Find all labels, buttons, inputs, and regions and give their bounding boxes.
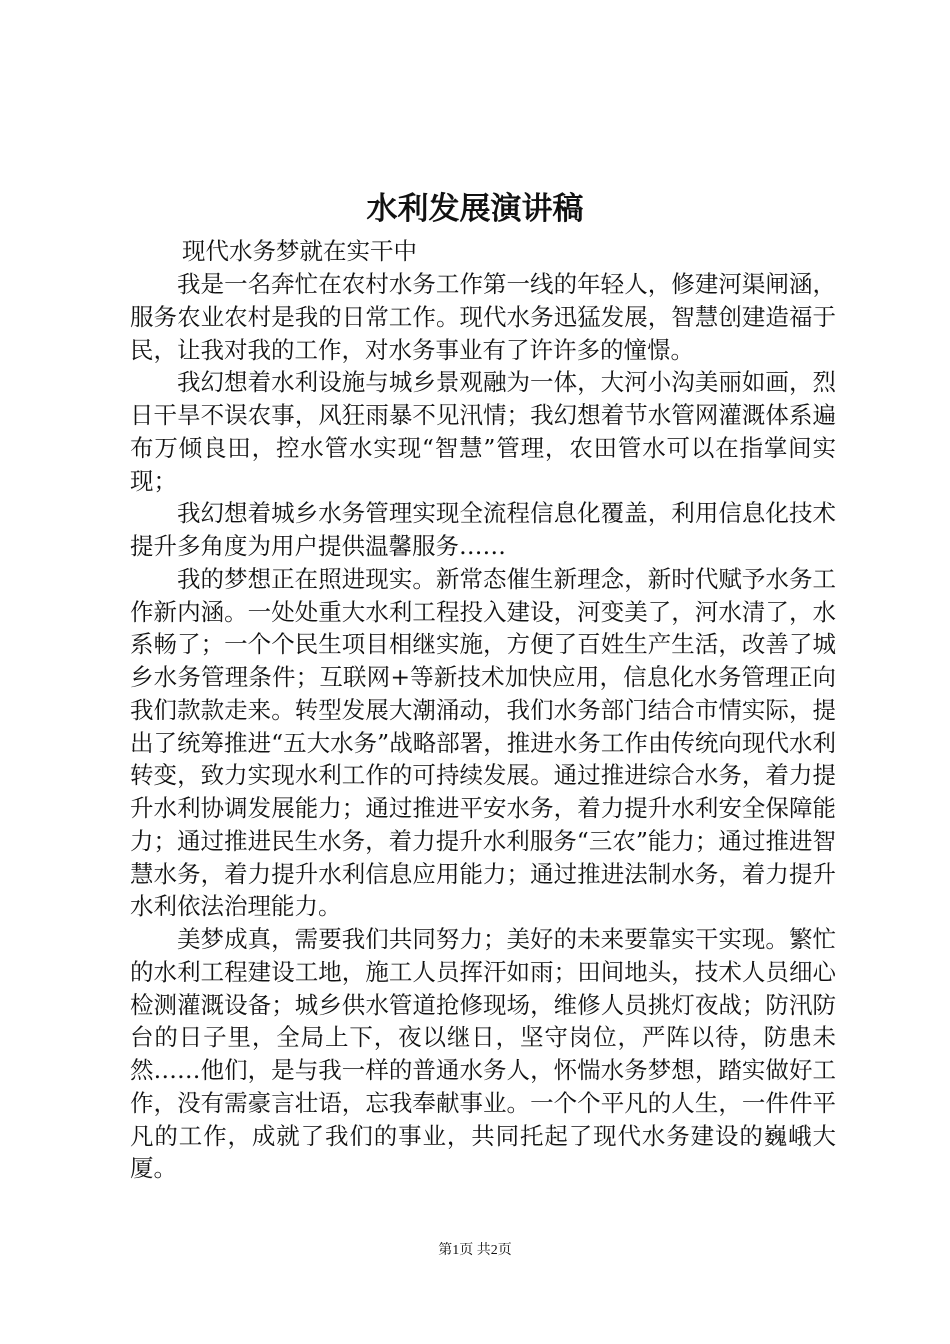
document-title: 水利发展演讲稿 <box>366 191 584 227</box>
paragraph: 我幻想着水利设施与城乡景观融为一体，大河小沟美丽如画，烈日干旱不误农事，风狂雨暴不见汛情；我幻想着节水管网灌溉体系遍布万倾良田，控水管水实现“智慧”管理，农田管水可以在指掌间实现； <box>130 368 836 495</box>
paragraph: 我的梦想正在照进现实。新常态催生新理念，新时代赋予水务工作新内涵。一处处重大水利工程投入建设，河变美了，河水清了，水系畅了；一个个民生项目相继实施，方便了百姓生产生活，改善了城乡水务管理条件；互联网+等新技术加快应用，信息化水务管理正向我们款款走来。转型发展大潮涌动，我们水务部门结合市情实际，提出了统筹推进“五大水务”战略部署，推进水务工作由传统向现代水利转变，致力实现水利工作的可持续发展。通过推进综合水务，着力提升水利协调发展能力；通过推进平安水务，着力提升水利安全保障能力；通过推进民生水务，着力提升水利服务“三农”能力；通过推进智慧水务，着力提升水利信息应用能力；通过推进法制水务，着力提升水利依法治理能力。 <box>130 564 836 921</box>
document-subtitle: 现代水务梦就在实干中 <box>182 237 417 265</box>
page-footer: 第1页 共2页 <box>438 1243 512 1258</box>
paragraph: 我幻想着城乡水务管理实现全流程信息化覆盖，利用信息化技术提升多角度为用户提供温馨服务…… <box>130 499 836 560</box>
document-body <box>130 268 836 1185</box>
paragraph: 美梦成真，需要我们共同努力；美好的未来要靠实干实现。繁忙的水利工程建设工地，施工人员挥汗如雨；田间地头，技术人员细心检测灌溉设备；城乡供水管道抢修现场，维修人员挑灯夜战；防汛防台的日子里，全局上下，夜以继日，坚守岗位，严阵以待，防患未然……他们，是与我一样的普通水务人，怀惴水务梦想，踏实做好工作，没有需豪言壮语，忘我奉献事业。一个个平凡的人生，一件件平凡的工作，成就了我们的事业，共同托起了现代水务建设的巍峨大厦。 <box>130 925 836 1183</box>
paragraph: 我是一名奔忙在农村水务工作第一线的年轻人，修建河渠闸涵，服务农业农村是我的日常工作。现代水务迅猛发展，智慧创建造福于民，让我对我的工作，对水务事业有了许许多的憧憬。 <box>130 270 836 364</box>
